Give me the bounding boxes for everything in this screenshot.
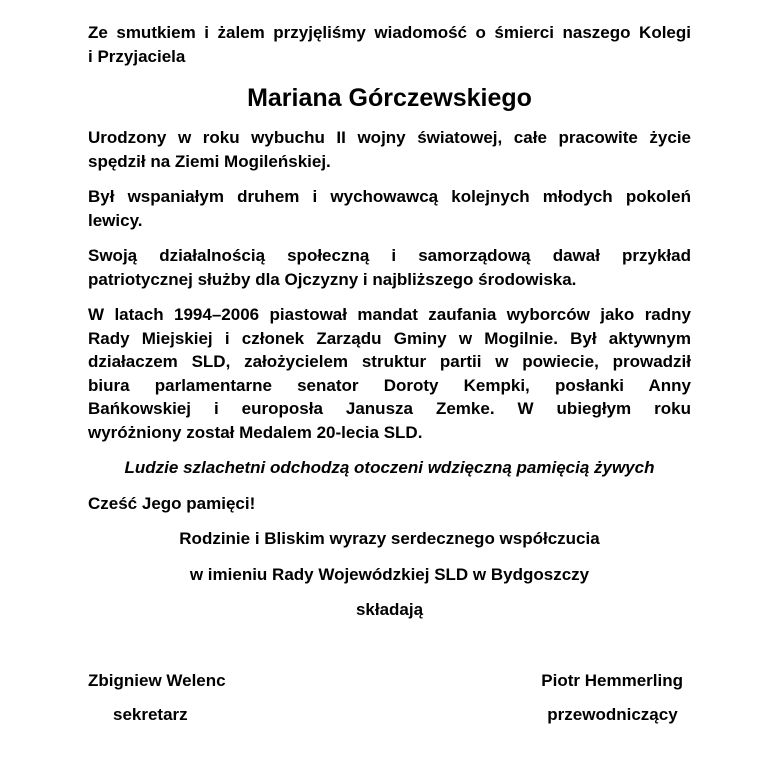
tribute-line: Cześć Jego pamięci!: [88, 493, 256, 513]
intro-paragraph: [88, 21, 691, 68]
signature-left: [88, 669, 226, 727]
signatory-role-left: sekretarz: [113, 705, 188, 724]
text-line: Swoją działalnością społeczną i samorządową dawał przykład: [88, 246, 691, 265]
submitted-by-line: składają: [355, 600, 424, 619]
text-line: Urodzony w roku wybuchu II wojny światowej, całe pracowite życie: [88, 128, 691, 147]
signatory-role-right: przewodniczący: [547, 705, 678, 724]
paragraph-career: [88, 303, 691, 444]
text-line: Rady Miejskiej i członek Zarządu Gminy w Mogilnie. Był aktywnym: [88, 328, 691, 348]
deceased-name-title: Mariana Górczewskiego: [247, 84, 532, 112]
text-line: Bańkowskiej i europosła Janusza Zemke. W ubiegłym roku: [88, 399, 691, 418]
signatory-name-right: Piotr Hemmerling: [541, 670, 683, 690]
text-line: działaczem SLD, założycielem struktur partii w powiecie, prowadził: [88, 352, 691, 371]
text-line: W latach 1994–2006 piastował mandat zaufania wyborców jako radny: [88, 305, 691, 324]
memorial-quote: Ludzie szlachetni odchodzą otoczeni wdzięczną pamięcią żywych: [124, 458, 655, 477]
signature-right: [541, 669, 691, 727]
signatory-name-left: Zbigniew Welenc: [88, 670, 226, 690]
signature-block: [88, 669, 691, 727]
paragraph-service: [88, 244, 691, 291]
text-line: biura parlamentarne senator Doroty Kempki, posłanki Anny: [88, 375, 691, 395]
condolence-line: Rodzinie i Bliskim wyrazy serdecznego współczucia: [179, 529, 600, 548]
text-line: i Przyjaciela: [88, 46, 186, 66]
paragraph-mentor: [88, 185, 691, 232]
text-line: lewicy.: [88, 210, 143, 230]
text-line: wyróżniony został Medalem 20-lecia SLD.: [88, 422, 423, 442]
text-line: Był wspaniałym druhem i wychowawcą kolejnych młodych pokoleń: [88, 187, 691, 206]
text-line: Ze smutkiem i żalem przyjęliśmy wiadomość o śmierci naszego Kolegi: [88, 23, 691, 42]
text-line: spędził na Ziemi Mogileńskiej.: [88, 151, 331, 171]
on-behalf-line: w imieniu Rady Wojewódzkiej SLD w Bydgoszczy: [189, 564, 590, 584]
paragraph-biography: [88, 126, 691, 173]
text-line: patriotycznej służby dla Ojczyzny i najbliższego środowiska.: [88, 269, 577, 289]
